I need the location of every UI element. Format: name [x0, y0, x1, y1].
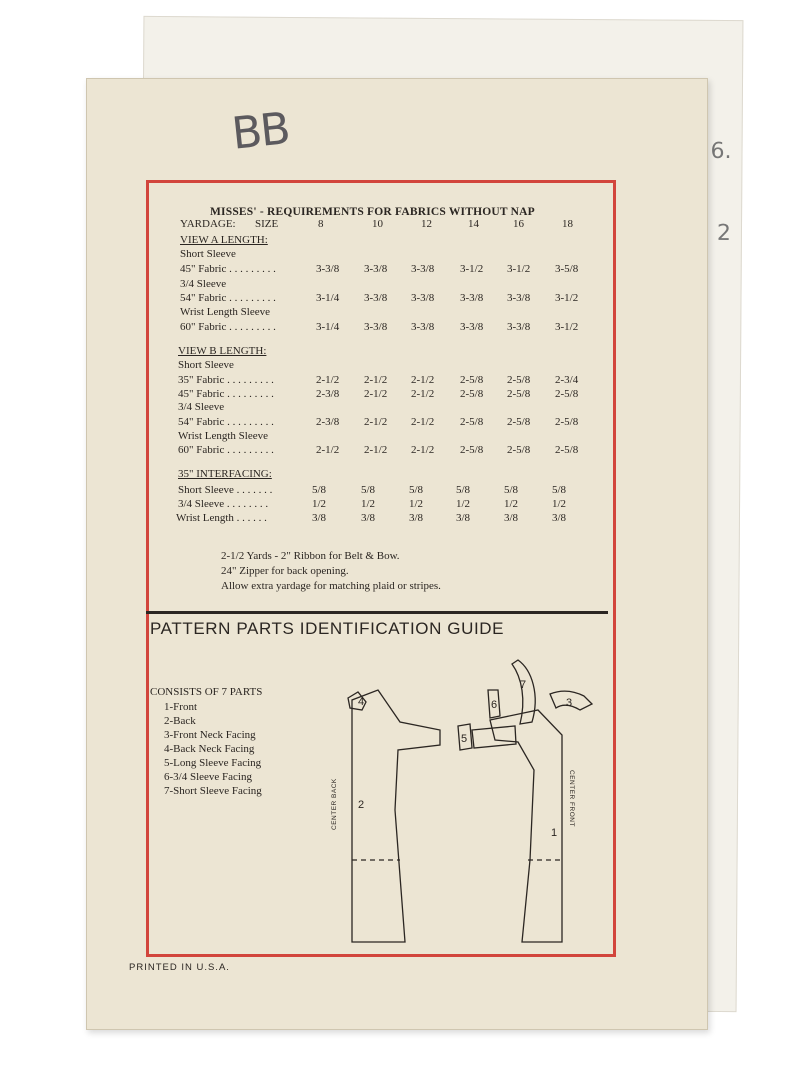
edge-character: 2: [716, 220, 732, 247]
interfacing-value: 1/2: [312, 498, 327, 510]
interfacing-value: 1/2: [552, 498, 567, 510]
interfacing-label: Wrist Length . . . . . .: [176, 512, 267, 524]
interfacing-value: 5/8: [552, 484, 567, 496]
part-item: 6-3/4 Sleeve Facing: [164, 771, 252, 783]
fabric-label: 54" Fabric . . . . . . . . .: [178, 416, 274, 428]
yardage-value: 3-3/8: [364, 263, 388, 275]
center-front-label: CENTER FRONT: [568, 770, 575, 827]
interfacing-label: 3/4 Sleeve . . . . . . . .: [178, 498, 269, 510]
yardage-value: 2-3/8: [316, 416, 340, 428]
yardage-value: 3-3/8: [460, 321, 484, 333]
size-label: SIZE: [255, 218, 279, 230]
size-header-row: [0, 218, 800, 233]
view-b-heading-row: [0, 345, 800, 360]
yardage-row: [0, 374, 800, 389]
interfacing-value: 5/8: [456, 484, 471, 496]
interfacing-value: 5/8: [361, 484, 376, 496]
yardage-value: 2-1/2: [364, 374, 388, 386]
view-b-three-quarter-row: [0, 401, 800, 416]
yardage-row: [0, 263, 800, 278]
part-item: 2-Back: [164, 715, 196, 727]
view-b-short-row: [0, 359, 800, 374]
yardage-value: 2-3/8: [316, 388, 340, 400]
piece-number: 4: [358, 696, 365, 708]
view-a-wrist-row: [0, 306, 800, 321]
view-a-heading-row: [0, 234, 800, 249]
guide-title: PATTERN PARTS IDENTIFICATION GUIDE: [150, 619, 505, 638]
interfacing-value: 1/2: [361, 498, 376, 510]
piece-number: 2: [358, 799, 365, 811]
yardage-value: 3-3/8: [364, 321, 388, 333]
center-back-label: CENTER BACK: [331, 778, 338, 830]
yardage-value: 2-5/8: [460, 374, 484, 386]
interfacing-label: Short Sleeve . . . . . . .: [178, 484, 273, 496]
piece-number: 3: [566, 697, 573, 709]
interfacing-value: 3/8: [409, 512, 424, 524]
yardage-value: 3-3/8: [411, 292, 435, 304]
yardage-value: 2-5/8: [507, 374, 531, 386]
piece-number: 5: [461, 733, 468, 745]
size-col: 16: [513, 218, 524, 230]
yardage-value: 2-1/2: [316, 444, 340, 456]
yardage-value: 2-1/2: [364, 416, 388, 428]
interfacing-value: 3/8: [312, 512, 327, 524]
view-b-wrist-row: [0, 430, 800, 445]
pattern-pieces-diagram: [300, 650, 610, 950]
yardage-value: 3-1/4: [316, 321, 340, 333]
sleeve-label: Short Sleeve: [180, 248, 236, 260]
yardage-row: [0, 444, 800, 459]
size-col: 14: [468, 218, 479, 230]
notion-note: Allow extra yardage for matching plaid or stripes.: [221, 580, 441, 592]
piece-number: 7: [520, 679, 527, 691]
piece-number: 1: [551, 827, 558, 839]
size-col: 12: [421, 218, 432, 230]
yardage-value: 2-1/2: [411, 444, 435, 456]
part-item: 7-Short Sleeve Facing: [164, 785, 262, 797]
yardage-value: 2-5/8: [460, 416, 484, 428]
yardage-value: 2-5/8: [555, 416, 579, 428]
yardage-value: 2-5/8: [460, 388, 484, 400]
sleeve-label: Wrist Length Sleeve: [178, 430, 268, 442]
view-b-heading: VIEW B LENGTH:: [178, 345, 267, 357]
yardage-value: 2-5/8: [555, 444, 579, 456]
yardage-value: 2-1/2: [364, 388, 388, 400]
fabric-label: 54" Fabric . . . . . . . . .: [180, 292, 276, 304]
piece-number: 6: [491, 699, 498, 711]
sleeve-label: Short Sleeve: [178, 359, 234, 371]
edge-character: 6.: [710, 138, 732, 165]
interfacing-heading-row: [0, 468, 800, 483]
part-item: 3-Front Neck Facing: [164, 729, 256, 741]
interfacing-value: 5/8: [504, 484, 519, 496]
fabric-label: 35" Fabric . . . . . . . . .: [178, 374, 274, 386]
yardage-value: 2-5/8: [507, 416, 531, 428]
yardage-value: 2-1/2: [411, 388, 435, 400]
size-col: 8: [318, 218, 324, 230]
printed-in-label: PRINTED IN U.S.A.: [129, 962, 230, 973]
interfacing-row: [0, 512, 800, 527]
part-item: 1-Front: [164, 701, 197, 713]
yardage-value: 2-5/8: [507, 388, 531, 400]
fabric-label: 60" Fabric . . . . . . . . .: [178, 444, 274, 456]
sleeve-label: Wrist Length Sleeve: [180, 306, 270, 318]
yardage-value: 3-5/8: [555, 263, 579, 275]
interfacing-row: [0, 484, 800, 499]
yardage-label: YARDAGE:: [180, 218, 236, 230]
yardage-value: 2-1/2: [316, 374, 340, 386]
yardage-value: 2-5/8: [507, 444, 531, 456]
fabric-label: 45" Fabric . . . . . . . . .: [180, 263, 276, 275]
yardage-value: 2-1/2: [411, 416, 435, 428]
view-a-three-quarter-row: [0, 278, 800, 293]
guide-divider: [146, 611, 608, 614]
requirements-title: MISSES' - REQUIREMENTS FOR FABRICS WITHOUT NAP: [210, 206, 535, 218]
parts-count: CONSISTS OF 7 PARTS: [150, 686, 263, 698]
yardage-row: [0, 292, 800, 307]
interfacing-value: 5/8: [409, 484, 424, 496]
interfacing-value: 1/2: [409, 498, 424, 510]
interfacing-value: 3/8: [361, 512, 376, 524]
part-item: 5-Long Sleeve Facing: [164, 757, 262, 769]
fabric-label: 45" Fabric . . . . . . . . .: [178, 388, 274, 400]
fabric-label: 60" Fabric . . . . . . . . .: [180, 321, 276, 333]
yardage-value: 2-3/4: [555, 374, 579, 386]
interfacing-value: 1/2: [456, 498, 471, 510]
yardage-row: [0, 416, 800, 431]
notion-note: 2-1/2 Yards - 2" Ribbon for Belt & Bow.: [221, 550, 400, 562]
yardage-value: 2-1/2: [364, 444, 388, 456]
view-a-short-row: [0, 248, 800, 263]
yardage-value: 2-5/8: [555, 388, 579, 400]
sleeve-label: 3/4 Sleeve: [180, 278, 227, 290]
yardage-value: 2-5/8: [460, 444, 484, 456]
yardage-value: 2-1/2: [411, 374, 435, 386]
interfacing-value: 5/8: [312, 484, 327, 496]
yardage-value: 3-3/8: [460, 292, 484, 304]
handwritten-mark: BB: [229, 103, 291, 160]
yardage-value: 3-1/4: [316, 292, 340, 304]
yardage-value: 3-1/2: [555, 292, 579, 304]
yardage-value: 3-1/2: [507, 263, 531, 275]
part-item: 4-Back Neck Facing: [164, 743, 255, 755]
back-pattern-piece: [352, 690, 440, 942]
interfacing-value: 3/8: [456, 512, 471, 524]
yardage-row: [0, 321, 800, 336]
yardage-value: 3-3/8: [316, 263, 340, 275]
size-col: 18: [562, 218, 573, 230]
yardage-value: 3-1/2: [460, 263, 484, 275]
yardage-value: 3-3/8: [507, 321, 531, 333]
yardage-value: 3-1/2: [555, 321, 579, 333]
interfacing-value: 1/2: [504, 498, 519, 510]
size-col: 10: [372, 218, 383, 230]
yardage-value: 3-3/8: [364, 292, 388, 304]
sleeve-label: 3/4 Sleeve: [178, 401, 225, 413]
yardage-value: 3-3/8: [411, 321, 435, 333]
interfacing-value: 3/8: [504, 512, 519, 524]
yardage-value: 3-3/8: [507, 292, 531, 304]
interfacing-heading: 35" INTERFACING:: [178, 468, 272, 480]
yardage-value: 3-3/8: [411, 263, 435, 275]
interfacing-value: 3/8: [552, 512, 567, 524]
interfacing-row: [0, 498, 800, 513]
notion-note: 24" Zipper for back opening.: [221, 565, 349, 577]
view-a-heading: VIEW A LENGTH:: [180, 234, 268, 246]
